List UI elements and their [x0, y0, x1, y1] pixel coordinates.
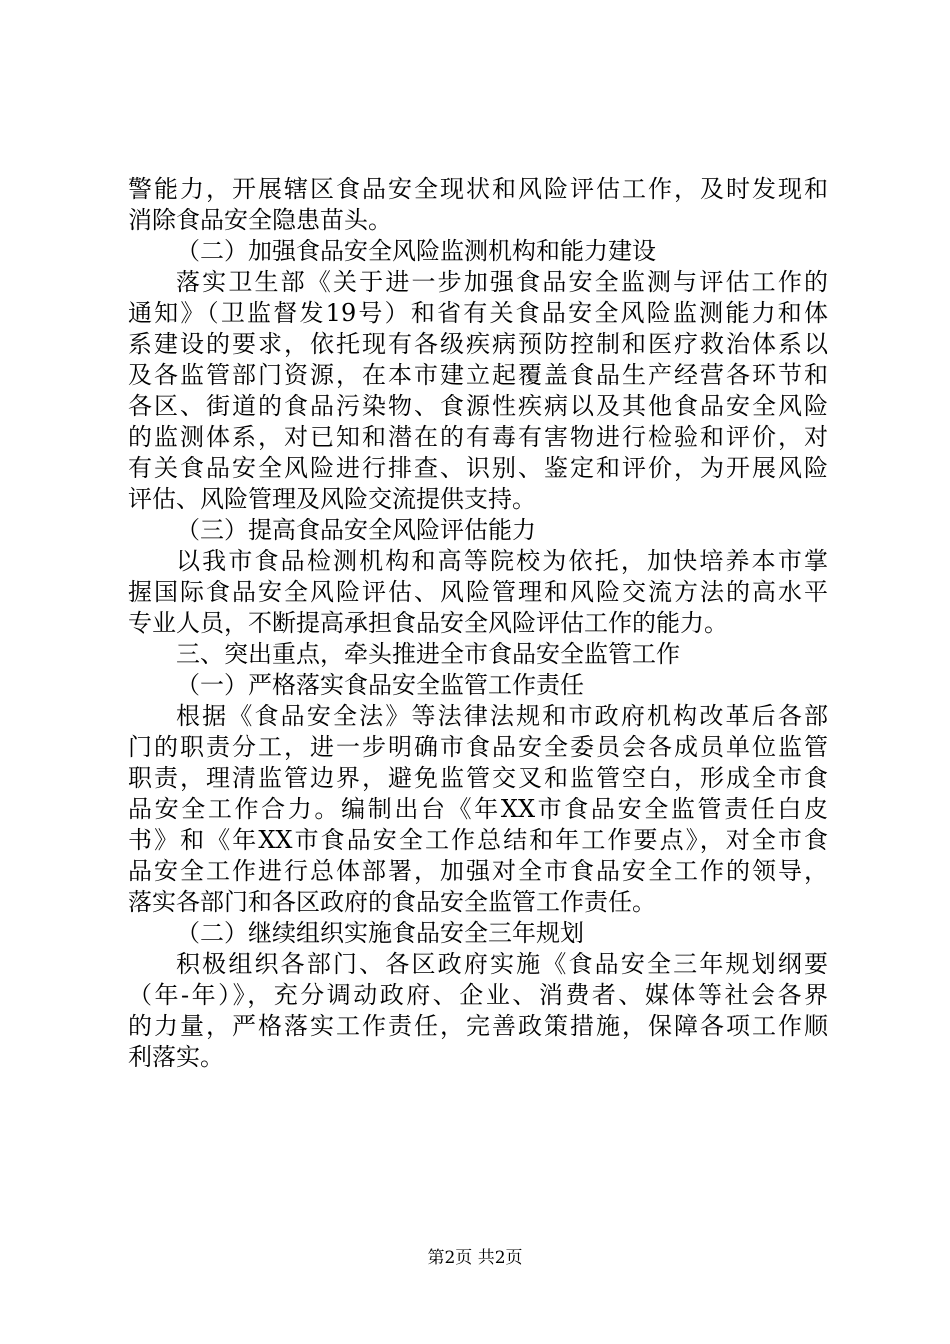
text-line: 各区、街道的食品污染物、食源性疾病以及其他食品安全风险 — [128, 392, 828, 420]
text-line: 警能力，开展辖区食品安全现状和风险评估工作，及时发现和 — [128, 175, 828, 203]
text-line: 品安全工作合力。编制出台《年XX市食品安全监管责任白皮 — [128, 795, 828, 823]
text-line: 根据《食品安全法》等法律法规和市政府机构改革后各部 — [176, 702, 828, 730]
text-line: 门的职责分工，进一步明确市食品安全委员会各成员单位监管 — [128, 733, 828, 761]
paragraph-lines — [128, 174, 828, 1073]
text-line: 消除食品安全隐患苗头。 — [128, 206, 392, 234]
text-line: 落实各部门和各区政府的食品安全监管工作责任。 — [128, 888, 656, 916]
text-line: 有关食品安全风险进行排查、识别、鉴定和评价，为开展风险 — [128, 454, 828, 482]
text-line: 系建设的要求，依托现有各级疾病预防控制和医疗救治体系以 — [128, 330, 828, 358]
text-line: （年-年）》，充分调动政府、企业、消费者、媒体等社会各界 — [128, 981, 828, 1009]
text-line: 通知》（卫监督发19号）和省有关食品安全风险监测能力和体 — [128, 299, 828, 327]
text-line: 握国际食品安全风险评估、风险管理和风险交流方法的高水平 — [128, 578, 828, 606]
text-line: 评估、风险管理及风险交流提供支持。 — [128, 485, 536, 513]
text-line: 积极组织各部门、各区政府实施《食品安全三年规划纲要 — [176, 950, 828, 978]
section-heading: （一）严格落实食品安全监管工作责任 — [176, 671, 584, 699]
section-heading: （二）继续组织实施食品安全三年规划 — [176, 919, 584, 947]
page-number-label: 第2页 共2页 — [427, 1248, 523, 1268]
page-footer — [0, 1246, 950, 1270]
text-line: 书》和《年XX市食品安全工作总结和年工作要点》，对全市食 — [128, 826, 828, 854]
text-line: 及各监管部门资源，在本市建立起覆盖食品生产经营各环节和 — [128, 361, 828, 389]
text-line: 落实卫生部《关于进一步加强食品安全监测与评估工作的 — [176, 268, 828, 296]
text-line: 品安全工作进行总体部署，加强对全市食品安全工作的领导， — [128, 857, 828, 885]
section-heading: （三）提高食品安全风险评估能力 — [176, 516, 536, 544]
section-heading: 三、突出重点，牵头推进全市食品安全监管工作 — [176, 640, 680, 668]
text-line: 专业人员，不断提高承担食品安全风险评估工作的能力。 — [128, 609, 728, 637]
text-line: 以我市食品检测机构和高等院校为依托，加快培养本市掌 — [176, 547, 828, 575]
text-line: 职责，理清监管边界，避免监管交叉和监管空白，形成全市食 — [128, 764, 828, 792]
text-line: 利落实。 — [128, 1043, 224, 1071]
document-body — [128, 174, 828, 1073]
text-line: 的监测体系，对已知和潜在的有毒有害物进行检验和评价，对 — [128, 423, 828, 451]
text-line: 的力量，严格落实工作责任，完善政策措施，保障各项工作顺 — [128, 1012, 828, 1040]
section-heading: （二）加强食品安全风险监测机构和能力建设 — [176, 237, 656, 265]
